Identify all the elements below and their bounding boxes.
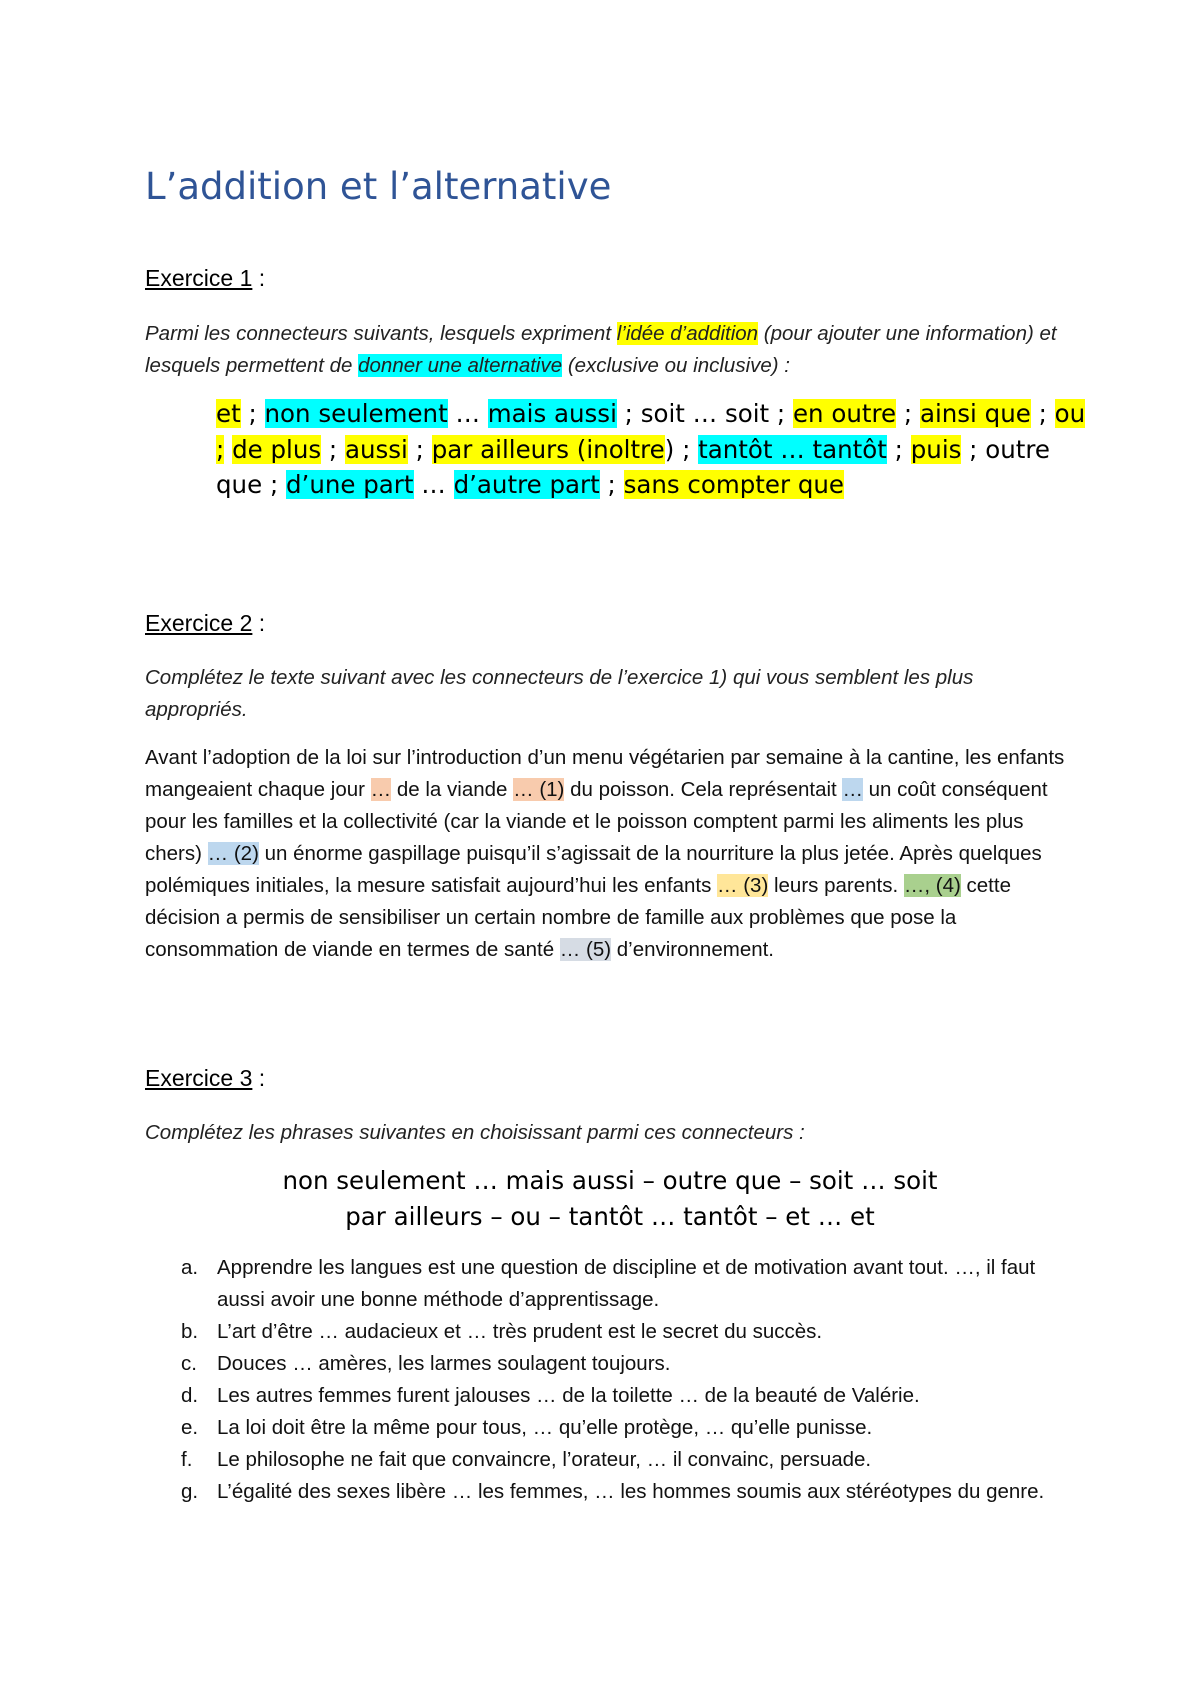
highlighted-connector: mais aussi (487, 399, 617, 428)
highlighted-connector: et (216, 399, 241, 428)
list-marker: c. (181, 1352, 197, 1375)
exercise-2-colon: : (252, 610, 266, 636)
connector-choices-line-1: non seulement … mais aussi – outre que – soit … soit (282, 1166, 938, 1195)
text-segment: de la viande (391, 778, 514, 801)
list-item (145, 1316, 1075, 1348)
highlighted-connector: en outre (792, 399, 897, 428)
text-segment: ; (599, 470, 624, 499)
exercise-2-label: Exercice 2 (145, 610, 253, 636)
highlighted-connector: ou ; (216, 399, 1086, 464)
sentence-text: L’art d’être … audacieux et … très prudent est le secret du succès. (217, 1320, 823, 1343)
highlighted-connector: … (3) (717, 874, 769, 897)
exercise-2-instructions: Complétez le texte suivant avec les connecteurs de l’exercice 1) qui vous semblent les plus appropriés. (145, 666, 974, 721)
highlighted-connector: tantôt … tantôt (698, 434, 887, 464)
text-segment: leurs parents. (768, 874, 904, 897)
text-segment: d’environnement. (611, 938, 775, 961)
text-segment: ; outre que ; (216, 434, 1050, 499)
text-segment (224, 435, 232, 464)
exercise-3-sentences (145, 1252, 1075, 1508)
exercise-3-label: Exercice 3 (145, 1065, 253, 1091)
text-segment: un énorme gaspillage puisqu’il s’agissait de la nourriture la plus jetée. Après quelques polémiques initiales, la mesure satisfait aujourd’hui les enfants (145, 842, 1042, 897)
list-marker: b. (181, 1320, 199, 1343)
text-segment: ; (321, 434, 345, 464)
highlighted-connector: … (2) (207, 842, 259, 865)
instruction-text: Parmi les connecteurs suivants, lesquels expriment (145, 322, 617, 345)
text-segment: Avant l’adoption de la loi sur l’introduction d’un menu végétarien par semaine à la cantine, les enfants mangeaient chaque jour (145, 746, 1065, 801)
sentence-text: Douces … amères, les larmes soulagent toujours. (217, 1352, 671, 1375)
sentence-text: La loi doit être la même pour tous, … qu’elle protège, … qu’elle punisse. (217, 1416, 873, 1439)
connector-choices-line-2: par ailleurs – ou – tantôt … tantôt – et … et (345, 1202, 875, 1231)
text-segment: ; soit … soit ; (616, 399, 793, 428)
highlighted-connector: non seulement (264, 399, 448, 428)
text-segment: ) ; (664, 434, 699, 464)
highlighted-connector: … (1) (513, 778, 565, 801)
highlighted-connector: de plus (232, 434, 322, 464)
list-item (145, 1412, 1075, 1444)
exercise-3-colon: : (252, 1065, 266, 1091)
text-segment: … (413, 470, 454, 499)
text-segment: … (447, 399, 488, 428)
text-segment: ; (896, 399, 920, 428)
text-segment: ; (886, 434, 911, 464)
exercise-2-heading (145, 610, 265, 637)
list-marker: e. (181, 1416, 199, 1439)
text-segment: ; (1030, 399, 1055, 428)
sentence-text: Le philosophe ne fait que convaincre, l’orateur, … il convainc, persuade. (217, 1448, 872, 1471)
list-marker: f. (181, 1448, 193, 1471)
highlighted-connector: …, (4) (903, 874, 961, 897)
list-item (145, 1380, 1075, 1412)
highlighted-connector: … (5) (559, 938, 612, 961)
highlighted-connector: d’autre part (453, 470, 600, 499)
exercise-1-colon: : (252, 265, 266, 291)
list-marker: a. (181, 1256, 199, 1279)
highlighted-connector: sans compter que (623, 470, 844, 499)
highlighted-connector: puis (910, 434, 962, 464)
exercise-3-instructions: Complétez les phrases suivantes en choisissant parmi ces connecteurs : (145, 1121, 805, 1144)
highlighted-connector: par ailleurs (inoltre (431, 434, 665, 464)
list-item (145, 1252, 1075, 1316)
highlighted-connector: ainsi que (919, 399, 1031, 428)
sentence-text: Les autres femmes furent jalouses … de la toilette … de la beauté de Valérie. (217, 1384, 920, 1407)
list-item (145, 1476, 1075, 1508)
text-segment: du poisson. Cela représentait (564, 778, 843, 801)
document-title: L’addition et l’alternative (145, 165, 612, 208)
list-item (145, 1444, 1075, 1476)
instruction-text: (pour ajouter une information) et lesquels permettent de (145, 322, 1057, 377)
highlighted-connector: aussi (344, 434, 408, 464)
exercise-1-label: Exercice 1 (145, 265, 253, 291)
exercise-2-text (145, 742, 1075, 966)
list-item (145, 1348, 1075, 1380)
text-segment: un coût conséquent pour les familles et la collectivité (car la viande et le poisson comptent parmi les aliments les plus chers) (145, 778, 1048, 865)
exercise-1-instructions (145, 318, 1075, 382)
connector-list (216, 396, 1096, 503)
highlighted-connector: d’une part (285, 470, 414, 499)
text-segment: cette décision a permis de sensibiliser un certain nombre de famille aux problèmes que pose la consommation de viande en termes de santé (145, 874, 1011, 961)
list-marker: d. (181, 1384, 199, 1407)
highlighted-connector: … (842, 778, 863, 801)
instruction-text: (exclusive ou inclusive) : (562, 354, 790, 377)
highlight-alternative: donner une alternative (358, 354, 563, 377)
exercise-1-heading (145, 265, 265, 292)
list-marker: g. (181, 1480, 199, 1503)
sentence-text: L’égalité des sexes libère … les femmes, … les hommes soumis aux stéréotypes du genre. (217, 1480, 1045, 1503)
highlighted-connector: … (370, 778, 392, 801)
text-segment: ; (407, 434, 432, 464)
sentence-text: Apprendre les langues est une question de discipline et de motivation avant tout. …, il faut aussi avoir une bonne méthode d’apprentissage. (217, 1256, 1036, 1311)
highlight-addition: l’idée d’addition (616, 322, 759, 345)
text-segment: ; (240, 399, 265, 428)
exercise-3-heading (145, 1065, 265, 1092)
